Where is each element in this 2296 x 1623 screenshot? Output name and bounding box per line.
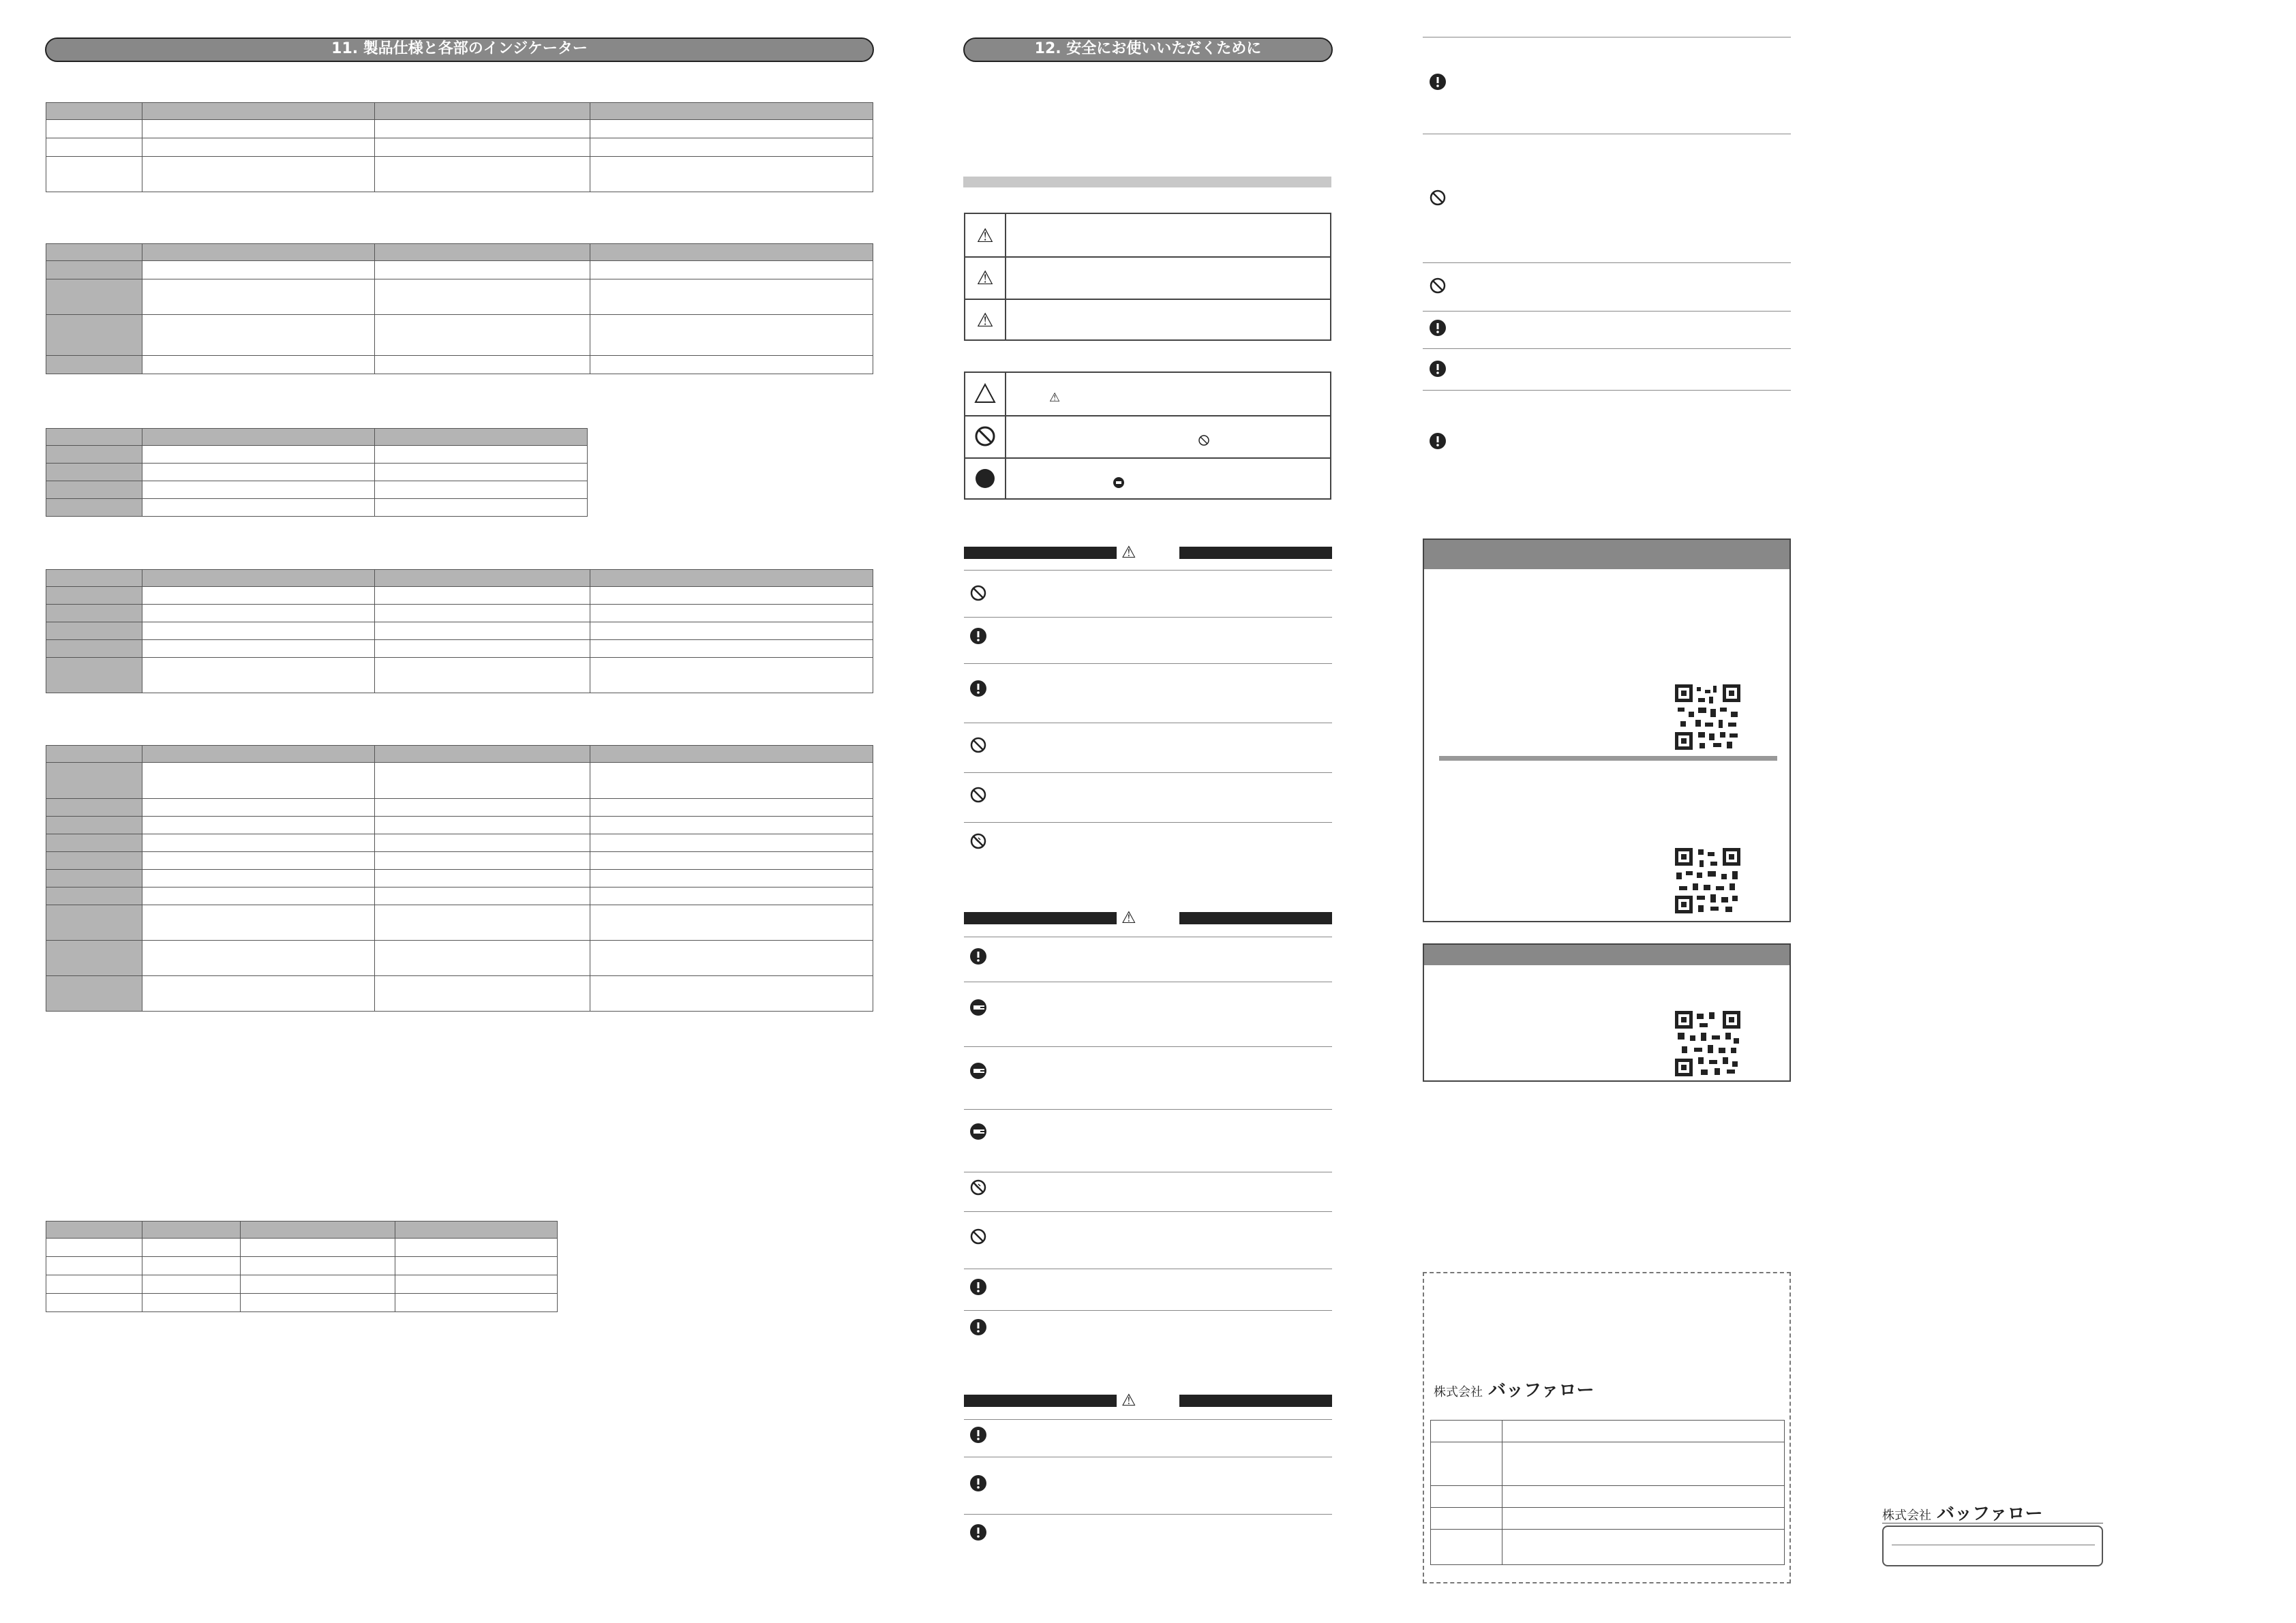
warning-header-bar-right	[1179, 912, 1332, 924]
company-name-prefix: 株式会社	[1434, 1385, 1483, 1399]
mandatory-icon	[974, 468, 996, 489]
mandatory-icon	[969, 947, 987, 965]
caution-header-bar-left	[964, 1395, 1117, 1407]
spec-table-1	[46, 102, 873, 192]
divider	[964, 1211, 1332, 1212]
warning-warning-icon: ⚠	[1121, 908, 1136, 927]
warning-icon: ⚠	[976, 266, 994, 289]
spec-table-5	[46, 745, 873, 1012]
unplug-icon	[969, 1123, 987, 1140]
divider	[964, 1310, 1332, 1311]
warning-icon: ⚠	[976, 224, 994, 247]
caution-warning-icon: ⚠	[1121, 1391, 1136, 1410]
warning-header-bar-left	[964, 912, 1117, 924]
divider	[964, 1109, 1332, 1110]
support-box-header	[1424, 945, 1789, 965]
prohibited-icon	[969, 736, 987, 754]
support-box	[1423, 539, 1791, 922]
qr-code	[1675, 684, 1740, 750]
spec-table-6	[46, 1221, 558, 1312]
prohibited-icon	[1429, 189, 1447, 207]
danger-header-bar-left	[964, 547, 1117, 559]
mandatory-icon	[1429, 432, 1447, 450]
mandatory-icon	[969, 1318, 987, 1336]
danger-header-bar-right	[1179, 547, 1332, 559]
caution-header-bar-right	[1179, 1395, 1332, 1407]
unplug-icon	[969, 1062, 987, 1080]
divider	[964, 822, 1332, 823]
company-logo	[1434, 1376, 1594, 1401]
divider	[964, 1046, 1332, 1047]
prohibited-icon	[969, 786, 987, 804]
divider	[964, 1514, 1332, 1515]
section-divider	[963, 177, 1331, 187]
mandatory-icon	[969, 627, 987, 645]
small-no-disassemble-icon	[1198, 434, 1210, 446]
divider	[964, 663, 1332, 664]
divider	[964, 617, 1332, 618]
caution-triangle-icon	[974, 383, 996, 404]
spec-table-3	[46, 428, 588, 517]
mandatory-icon	[969, 1474, 987, 1492]
support-box-divider	[1439, 756, 1777, 761]
company-name-prefix: 株式会社	[1882, 1508, 1931, 1523]
mandatory-icon	[1429, 73, 1447, 91]
support-box	[1423, 943, 1791, 1082]
support-box-header	[1424, 540, 1789, 569]
divider	[964, 772, 1332, 773]
qr-code	[1675, 848, 1740, 913]
warning-icon: ⚠	[976, 308, 994, 331]
divider	[964, 1419, 1332, 1420]
divider	[1423, 311, 1791, 312]
divider	[1423, 262, 1791, 263]
divider	[964, 570, 1332, 571]
divider	[1423, 390, 1791, 391]
company-info-table	[1430, 1420, 1785, 1565]
prohibited-icon	[969, 584, 987, 602]
spec-table-4	[46, 569, 873, 693]
mandatory-icon	[969, 1426, 987, 1444]
signal-word-legend	[964, 213, 1331, 341]
symbol-legend	[964, 371, 1331, 500]
company-name: バッファロー	[1937, 1504, 2043, 1524]
qr-code	[1675, 1011, 1740, 1076]
unplug-icon	[969, 999, 987, 1016]
company-card	[1423, 1272, 1791, 1583]
prohibited-icon	[969, 1228, 987, 1245]
mandatory-icon	[1429, 360, 1447, 378]
prohibited-icon	[1429, 277, 1447, 294]
small-unplug-icon	[1113, 476, 1125, 489]
company-name: バッファロー	[1488, 1380, 1595, 1401]
small-warning-icon: ⚠	[1049, 391, 1061, 405]
mandatory-icon	[969, 680, 987, 697]
mandatory-icon	[1429, 319, 1447, 337]
section-11-title: 11. 製品仕様と各部のインジケーター	[45, 37, 874, 62]
no-disassemble-icon	[969, 832, 987, 850]
prohibited-icon	[974, 425, 996, 447]
spec-table-2	[46, 243, 873, 374]
section-12-title: 12. 安全にお使いいただくために	[963, 37, 1333, 62]
back-cover-logo	[1882, 1500, 2042, 1525]
mandatory-icon	[969, 1523, 987, 1541]
mandatory-icon	[969, 1278, 987, 1296]
model-label-box	[1882, 1526, 2103, 1566]
divider	[1423, 348, 1791, 349]
danger-warning-icon: ⚠	[1121, 543, 1136, 562]
no-disassemble-icon	[969, 1179, 987, 1196]
